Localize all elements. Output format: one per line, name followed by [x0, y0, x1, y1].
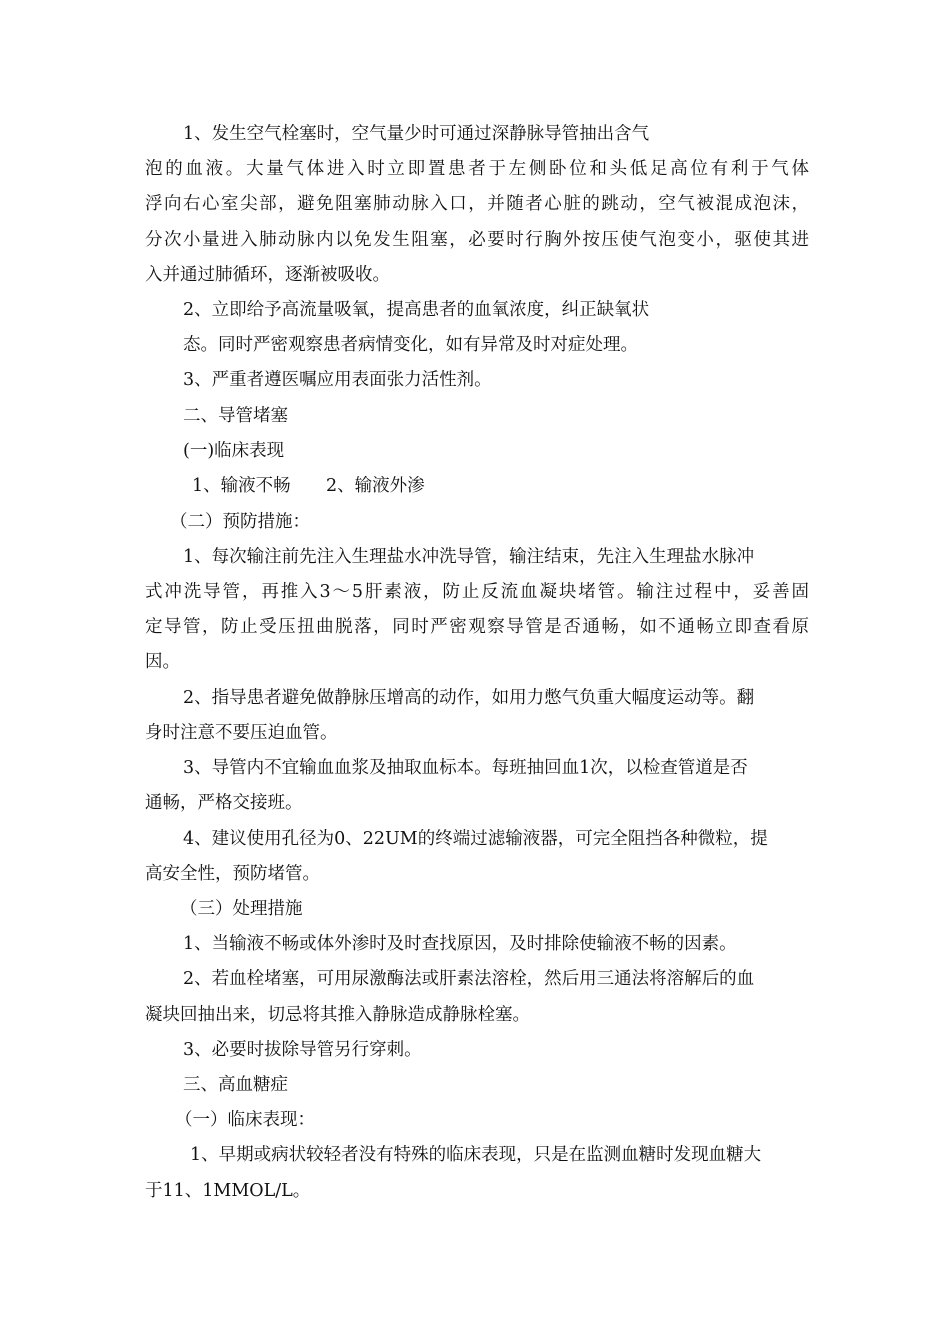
paragraph-line: 4、建议使用孔径为0、22UM的终端过滤输液器，可完全阻挡各种微粒，提 — [183, 829, 768, 849]
paragraph-line: 泡的血液。大量气体进入时立即置患者于左侧卧位和头低足高位有利于气体 — [145, 159, 809, 179]
paragraph-line: 于11、1MMOL/L。 — [145, 1181, 311, 1201]
paragraph-line: 入并通过肺循环，逐渐被吸收。 — [145, 265, 390, 285]
paragraph-line: 2、若血栓堵塞，可用尿激酶法或肝素法溶栓，然后用三通法将溶解后的血 — [183, 969, 755, 989]
list-item: 1、输液不畅 — [192, 476, 291, 496]
section-heading: 二、导管堵塞 — [183, 406, 288, 426]
paragraph-line: 2、指导患者避免做静脉压增高的动作，如用力憋气负重大幅度运动等。翻 — [183, 688, 755, 708]
paragraph-line: 3、导管内不宜输血血浆及抽取血标本。每班抽回血1次，以检查管道是否 — [183, 758, 748, 778]
paragraph-line: 2、立即给予高流量吸氧，提高患者的血氧浓度，纠正缺氧状 — [183, 300, 650, 320]
paragraph-line: 定导管，防止受压扭曲脱落，同时严密观察导管是否通畅，如不通畅立即查看原 — [145, 617, 809, 637]
paragraph-line: 1、发生空气栓塞时，空气量少时可通过深静脉导管抽出含气 — [183, 124, 650, 144]
subsection-heading: （三）处理措施 — [180, 899, 303, 919]
paragraph-line: 通畅，严格交接班。 — [145, 793, 303, 813]
section-heading: 三、高血糖症 — [183, 1075, 288, 1095]
paragraph-line: 3、必要时拔除导管另行穿刺。 — [183, 1040, 422, 1060]
paragraph-line: 式冲洗导管，再推入3～5肝素液，防止反流血凝块堵管。输注过程中，妥善固 — [145, 582, 809, 602]
subsection-heading: （一）临床表现： — [175, 1110, 315, 1130]
paragraph-line: 1、当输液不畅或体外渗时及时查找原因，及时排除使输液不畅的因素。 — [183, 934, 737, 954]
paragraph-line: 1、早期或病状较轻者没有特殊的临床表现，只是在监测血糖时发现血糖大 — [190, 1145, 762, 1165]
paragraph-line: 1、每次输注前先注入生理盐水冲洗导管，输注结束，先注入生理盐水脉冲 — [183, 547, 755, 567]
paragraph-line: 分次小量进入肺动脉内以免发生阻塞，必要时行胸外按压使气泡变小，驱使其进 — [145, 230, 809, 250]
paragraph-line: 因。 — [145, 652, 180, 672]
subsection-heading: （二）预防措施： — [170, 512, 310, 532]
paragraph-line: 3、严重者遵医嘱应用表面张力活性剂。 — [183, 370, 492, 390]
subsection-heading: (一)临床表现 — [183, 441, 285, 461]
paragraph-line: 态。同时严密观察患者病情变化，如有异常及时对症处理。 — [183, 335, 638, 355]
paragraph-line: 凝块回抽出来，切忌将其推入静脉造成静脉栓塞。 — [145, 1005, 530, 1025]
list-item: 2、输液外渗 — [326, 476, 425, 496]
paragraph-line: 浮向右心室尖部，避免阻塞肺动脉入口，并随者心脏的跳动，空气被混成泡沫， — [145, 194, 809, 214]
paragraph-line: 身时注意不要压迫血管。 — [145, 723, 338, 743]
paragraph-line: 高安全性，预防堵管。 — [145, 864, 320, 884]
